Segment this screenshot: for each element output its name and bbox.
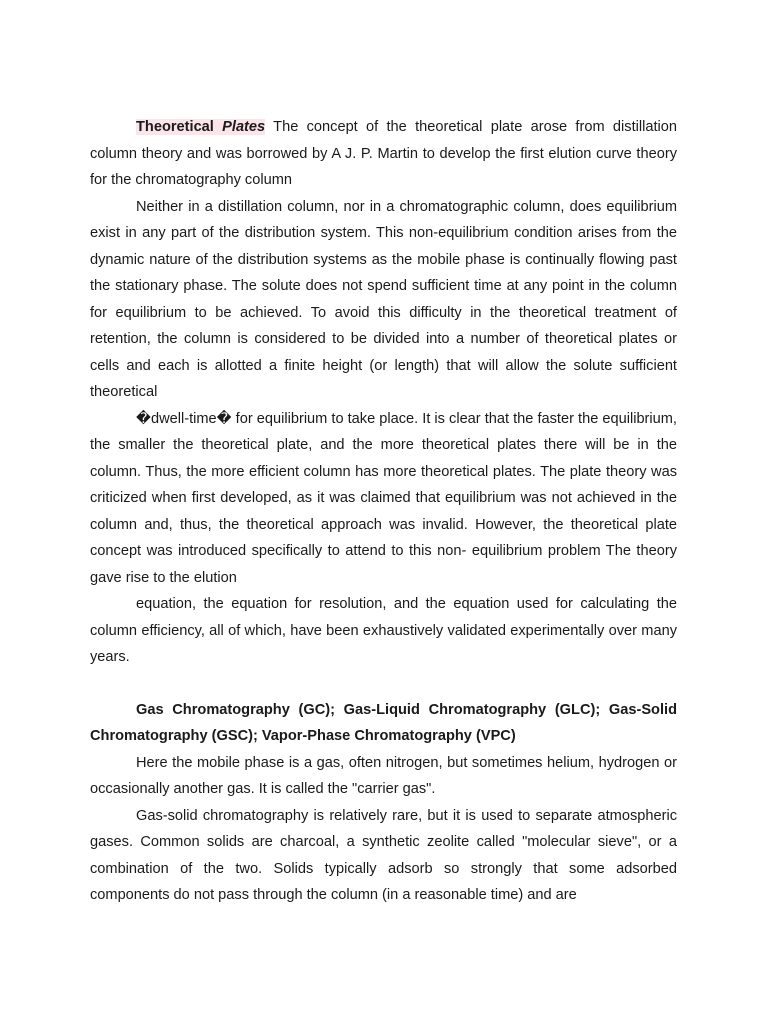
section-paragraph: Gas-solid chromatography is relatively rare, but it is used to separate atmospheric gases. Common solids are charcoal, a synthetic zeolite called "molecular sieve", or a combination of the two. Solids typically adsorb so strongly that some adsorbed components do not pass through the column (in a reasonable time) and are	[90, 807, 677, 903]
highlighted-term	[136, 119, 265, 135]
body-paragraph: �dwell-time� for equilibrium to take place. It is clear that the faster the equilibrium, the smaller the theoretical plate, and the more theoretical plates there will be in the column. Thus, the more efficient column has more theoretical plates. The plate theory was criticized when first developed, as it was claimed that equilibrium was not achieved in the column and, thus, the theoretical approach was invalid. However, the theoretical plate concept was introduced specifically to attend to this non- equilibrium problem The theory gave rise to the elution	[90, 410, 677, 586]
term-word-plates: Plates	[222, 119, 266, 135]
term-word-theoretical: Theoretical	[136, 119, 214, 135]
body-paragraph: equation, the equation for resolution, and the equation used for calculating the column efficiency, all of which, have been exhaustively validated experimentally over many years.	[90, 596, 677, 665]
section-paragraph: Here the mobile phase is a gas, often nitrogen, but sometimes helium, hydrogen or occasionally another gas. It is called the "carrier gas".	[90, 754, 677, 797]
section-heading: Gas Chromatography (GC); Gas-Liquid Chromatography (GLC); Gas-Solid Chromatography (GSC); Vapor-Phase Chromatography (VPC)	[90, 701, 677, 744]
intro-text: The concept of the theoretical plate arose from distillation column theory and was borrowed by A J. P. Martin to develop the first elution curve theory for the chromatography column	[90, 119, 677, 188]
intro-paragraph	[90, 114, 677, 194]
body-paragraph: Neither in a distillation column, nor in a chromatographic column, does equilibrium exist in any part of the distribution system. This non-equilibrium condition arises from the dynamic nature of the distribution systems as the mobile phase is continually flowing past the stationary phase. The solute does not spend sufficient time at any point in the column for equilibrium to be achieved. To avoid this difficulty in the theoretical treatment of retention, the column is considered to be divided into a number of theoretical plates or cells and each is allotted a finite height (or length) that will allow the solute sufficient theoretical	[90, 198, 677, 400]
document-page	[90, 114, 677, 909]
